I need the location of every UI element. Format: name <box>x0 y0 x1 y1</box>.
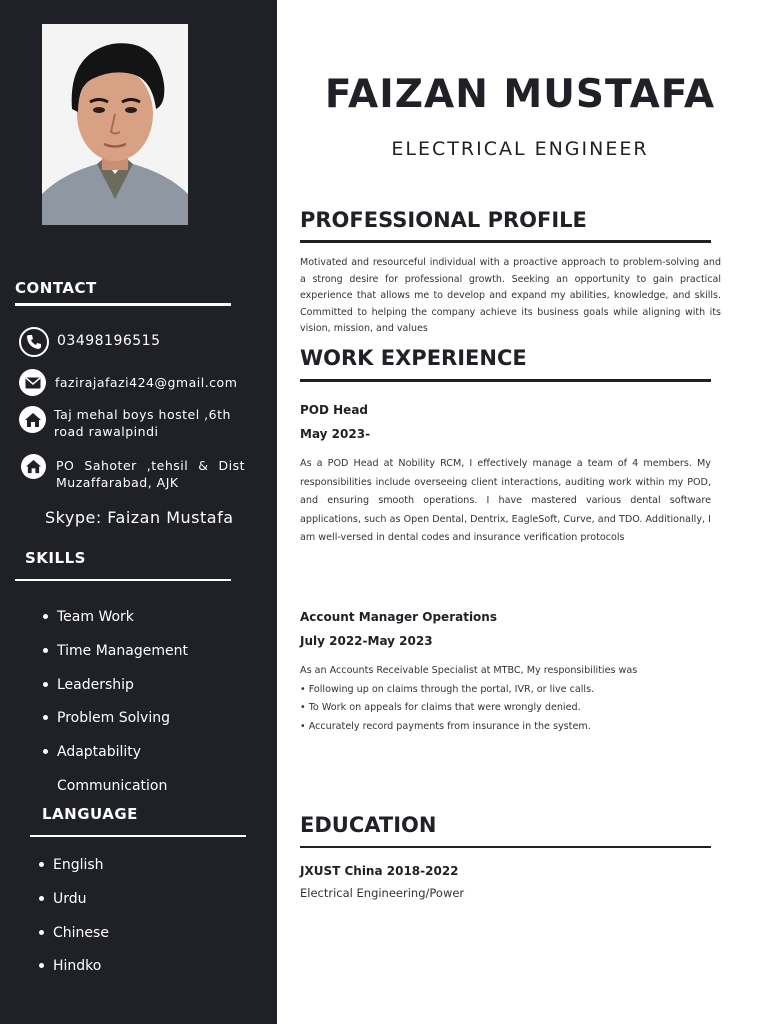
bullet-icon <box>43 648 48 653</box>
language-divider <box>30 835 246 837</box>
candidate-title: ELECTRICAL ENGINEER <box>391 138 649 160</box>
education-divider <box>300 846 711 848</box>
bullet-icon <box>39 896 44 901</box>
education-heading: EDUCATION <box>300 813 437 837</box>
education-school: JXUST China 2018-2022 <box>300 864 459 878</box>
job-role: POD Head <box>300 403 369 417</box>
skill-item: Time Management <box>57 642 188 676</box>
language-heading: LANGUAGE <box>42 805 138 823</box>
candidate-name: FAIZAN MUSTAFA <box>324 72 716 117</box>
bullet-icon <box>43 715 48 720</box>
bullet-icon <box>43 749 48 754</box>
bullet-icon <box>39 862 44 867</box>
education-degree: Electrical Engineering/Power <box>300 886 465 900</box>
work-heading: WORK EXPERIENCE <box>300 346 527 370</box>
address-row-2 <box>21 454 251 491</box>
language-item: English <box>53 856 109 890</box>
address-hostel: Taj mehal boys hostel ,6th road rawalpindi <box>54 407 231 439</box>
skills-list <box>57 608 188 811</box>
job-role: Account Manager Operations <box>300 610 497 624</box>
phone-row <box>19 327 160 357</box>
bullet-icon <box>39 963 44 968</box>
skill-item: Adaptability <box>57 743 188 777</box>
job-period: May 2023- <box>300 427 371 441</box>
bullet-icon <box>43 682 48 687</box>
job-description: As a POD Head at Nobility RCM, I effectively manage a team of 4 members. My responsibilities include overseeing client interactions, auditing work within my POD, and ensuring smooth operations. I have mastered various dental software applications, such as Open Dental, Dentrix, EagleSoft, Curve, and TDO. Additionally, I am well-versed in dental codes and insurance verification protocols <box>300 458 711 544</box>
language-item: Chinese <box>53 924 109 958</box>
language-item: Urdu <box>53 890 109 924</box>
profile-heading: PROFESSIONAL PROFILE <box>300 208 587 232</box>
job-description <box>300 662 711 736</box>
contact-divider <box>15 303 231 306</box>
work-divider <box>300 379 711 382</box>
skype-id: Skype: Faizan Mustafa <box>45 508 234 527</box>
language-item: Hindko <box>53 957 109 991</box>
email-row <box>19 369 237 396</box>
language-list <box>53 856 109 991</box>
profile-photo <box>42 24 188 225</box>
contact-heading: CONTACT <box>15 279 97 297</box>
sidebar <box>0 0 277 1024</box>
phone-icon <box>19 327 49 357</box>
profile-text: Motivated and resourceful individual with a proactive approach to problem-solving and a strong desire for professional growth. Seeking an opportunity to gain practical experience that allows me to develop and expand my abilities, knowledge, and skills. Committed to helping the company achieve its business goals while aligning with its vision, mission, and values <box>300 257 721 335</box>
skills-heading: SKILLS <box>25 549 86 567</box>
skill-item: Leadership <box>57 676 188 710</box>
home-icon <box>19 406 46 433</box>
email-icon <box>19 369 46 396</box>
job-bullet: • Accurately record payments from insurance in the system. <box>300 720 591 732</box>
address-home: PO Sahoter ,tehsil & Dist Muzaffarabad, AJK <box>56 458 245 490</box>
phone-number[interactable]: 03498196515 <box>57 333 161 349</box>
skill-item: Team Work <box>57 608 188 642</box>
home-icon <box>21 454 46 479</box>
bullet-icon <box>43 614 48 619</box>
job-intro: As an Accounts Receivable Specialist at MTBC, My responsibilities was <box>300 665 638 676</box>
job-bullet: • To Work on appeals for claims that were wrongly denied. <box>300 702 581 714</box>
profile-divider <box>300 240 711 243</box>
job-bullet: • Following up on claims through the portal, IVR, or live calls. <box>300 683 595 695</box>
email-address[interactable]: fazirajafazi424@gmail.com <box>55 375 238 390</box>
bullet-icon <box>39 930 44 935</box>
skill-item: Communication <box>57 777 168 794</box>
job-period: July 2022-May 2023 <box>300 634 433 648</box>
address-row-1 <box>19 406 259 440</box>
skill-item: Problem Solving <box>57 709 188 743</box>
skills-divider <box>15 579 231 581</box>
